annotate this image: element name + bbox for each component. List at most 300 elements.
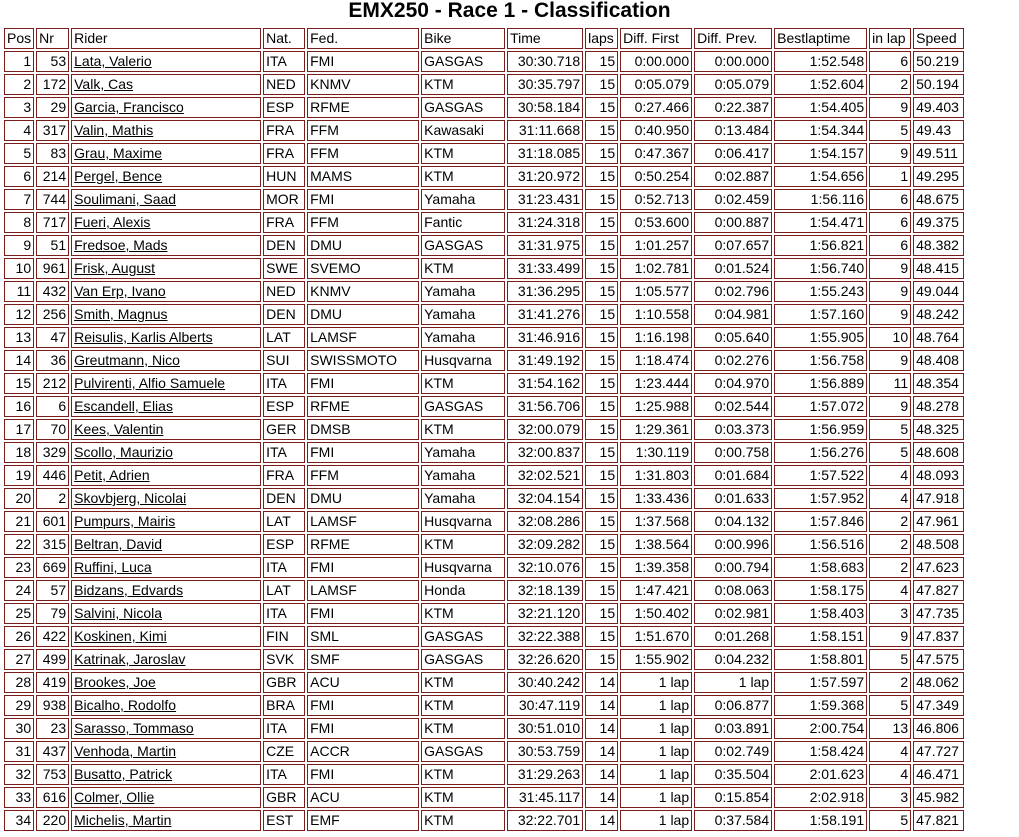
cell-diff-prev: 0:01.684 (694, 465, 772, 486)
cell-nat: ITA (263, 764, 305, 785)
cell-fed: KNMV (307, 281, 419, 302)
rider-link[interactable]: Scollo, Maurizio (74, 444, 173, 460)
cell-bike: KTM (421, 603, 505, 624)
cell-nr: 57 (36, 580, 69, 601)
cell-fed: FMI (307, 718, 419, 739)
rider-link[interactable]: Pumpurs, Mairis (74, 513, 176, 529)
cell-nr: 214 (36, 166, 69, 187)
cell-fed: RFME (307, 534, 419, 555)
cell-fed: EMF (307, 810, 419, 831)
cell-nr: 29 (36, 97, 69, 118)
cell-bike: KTM (421, 74, 505, 95)
cell-time: 31:24.318 (507, 212, 583, 233)
cell-bike: Yamaha (421, 281, 505, 302)
cell-fed: ACU (307, 787, 419, 808)
cell-speed: 48.408 (913, 350, 964, 371)
cell-bestlaptime: 1:54.405 (774, 97, 867, 118)
rider-link[interactable]: Garcia, Francisco (74, 99, 184, 115)
cell-nr: 51 (36, 235, 69, 256)
cell-diff-first: 0:05.079 (620, 74, 692, 95)
cell-pos: 23 (4, 557, 34, 578)
cell-fed: MAMS (307, 166, 419, 187)
cell-in-lap: 6 (869, 51, 911, 72)
cell-nat: GBR (263, 672, 305, 693)
cell-time: 31:20.972 (507, 166, 583, 187)
column-header-nr: Nr (36, 28, 69, 49)
cell-bestlaptime: 1:56.116 (774, 189, 867, 210)
cell-in-lap: 4 (869, 488, 911, 509)
cell-diff-first: 1:05.577 (620, 281, 692, 302)
cell-diff-first: 1:01.257 (620, 235, 692, 256)
cell-rider (71, 741, 261, 762)
cell-bike: Husqvarna (421, 350, 505, 371)
cell-diff-first: 1:39.358 (620, 557, 692, 578)
cell-bestlaptime: 1:59.368 (774, 695, 867, 716)
cell-rider (71, 51, 261, 72)
cell-laps: 15 (585, 143, 618, 164)
table-row (4, 281, 964, 302)
table-row (4, 51, 964, 72)
cell-pos: 12 (4, 304, 34, 325)
cell-laps: 15 (585, 281, 618, 302)
cell-laps: 15 (585, 373, 618, 394)
cell-laps: 15 (585, 580, 618, 601)
cell-laps: 14 (585, 718, 618, 739)
cell-in-lap: 2 (869, 557, 911, 578)
cell-diff-prev: 0:03.373 (694, 419, 772, 440)
table-row (4, 603, 964, 624)
table-row (4, 442, 964, 463)
cell-speed: 49.295 (913, 166, 964, 187)
cell-diff-prev: 0:15.854 (694, 787, 772, 808)
cell-bestlaptime: 1:58.151 (774, 626, 867, 647)
cell-diff-prev: 0:05.079 (694, 74, 772, 95)
cell-pos: 9 (4, 235, 34, 256)
cell-diff-prev: 0:00.996 (694, 534, 772, 555)
rider-link[interactable]: Pergel, Bence (74, 168, 163, 184)
cell-nat: LAT (263, 327, 305, 348)
cell-nat: DEN (263, 488, 305, 509)
table-row (4, 350, 964, 371)
cell-bike: Yamaha (421, 189, 505, 210)
table-body (4, 51, 964, 831)
cell-rider (71, 235, 261, 256)
cell-diff-first: 1 lap (620, 810, 692, 831)
rider-link[interactable]: Fueri, Alexis (74, 214, 151, 230)
cell-fed: FMI (307, 557, 419, 578)
cell-speed: 45.982 (913, 787, 964, 808)
cell-nr: 329 (36, 442, 69, 463)
column-header-laps: laps (585, 28, 618, 49)
cell-in-lap: 5 (869, 120, 911, 141)
cell-pos: 24 (4, 580, 34, 601)
cell-time: 31:36.295 (507, 281, 583, 302)
cell-rider (71, 97, 261, 118)
table-row (4, 626, 964, 647)
cell-diff-first: 1:02.781 (620, 258, 692, 279)
cell-laps: 15 (585, 304, 618, 325)
cell-bike: Yamaha (421, 304, 505, 325)
cell-bike: KTM (421, 695, 505, 716)
rider-link[interactable]: Lata, Valerio (74, 53, 152, 69)
cell-speed: 49.044 (913, 281, 964, 302)
cell-bike: KTM (421, 672, 505, 693)
cell-nr: 669 (36, 557, 69, 578)
cell-fed: FMI (307, 603, 419, 624)
cell-pos: 21 (4, 511, 34, 532)
column-header-in-lap: in lap (869, 28, 911, 49)
cell-fed: RFME (307, 97, 419, 118)
cell-nr: 47 (36, 327, 69, 348)
cell-diff-prev: 0:04.232 (694, 649, 772, 670)
cell-pos: 14 (4, 350, 34, 371)
rider-link[interactable]: Skovbjerg, Nicolai (74, 490, 187, 506)
cell-nat: SUI (263, 350, 305, 371)
cell-rider (71, 695, 261, 716)
rider-link[interactable]: Koskinen, Kimi (74, 628, 167, 644)
cell-laps: 15 (585, 626, 618, 647)
cell-fed: SWISSMOTO (307, 350, 419, 371)
cell-nr: 70 (36, 419, 69, 440)
cell-bestlaptime: 1:57.160 (774, 304, 867, 325)
cell-in-lap: 4 (869, 580, 911, 601)
cell-laps: 15 (585, 488, 618, 509)
cell-nat: SVK (263, 649, 305, 670)
cell-bestlaptime: 1:58.175 (774, 580, 867, 601)
cell-pos: 5 (4, 143, 34, 164)
cell-in-lap: 9 (869, 304, 911, 325)
cell-diff-first: 0:52.713 (620, 189, 692, 210)
cell-time: 31:33.499 (507, 258, 583, 279)
cell-pos: 30 (4, 718, 34, 739)
cell-rider (71, 764, 261, 785)
rider-link[interactable]: Soulimani, Saad (74, 191, 177, 207)
cell-speed: 50.219 (913, 51, 964, 72)
cell-nr: 212 (36, 373, 69, 394)
cell-bestlaptime: 1:56.959 (774, 419, 867, 440)
table-row (4, 258, 964, 279)
cell-in-lap: 11 (869, 373, 911, 394)
cell-pos: 33 (4, 787, 34, 808)
cell-fed: DMU (307, 235, 419, 256)
cell-diff-first: 0:27.466 (620, 97, 692, 118)
cell-time: 32:22.701 (507, 810, 583, 831)
cell-rider (71, 626, 261, 647)
rider-link[interactable]: Bicalho, Rodolfo (74, 697, 177, 713)
cell-pos: 2 (4, 74, 34, 95)
cell-in-lap: 5 (869, 419, 911, 440)
cell-fed: KNMV (307, 74, 419, 95)
cell-in-lap: 5 (869, 810, 911, 831)
cell-bike: Husqvarna (421, 557, 505, 578)
rider-link[interactable]: Valk, Cas (74, 76, 133, 92)
column-header-bike: Bike (421, 28, 505, 49)
cell-time: 30:35.797 (507, 74, 583, 95)
cell-laps: 15 (585, 189, 618, 210)
cell-bestlaptime: 1:54.157 (774, 143, 867, 164)
cell-nr: 419 (36, 672, 69, 693)
cell-fed: FMI (307, 695, 419, 716)
cell-rider (71, 396, 261, 417)
cell-diff-prev: 0:05.640 (694, 327, 772, 348)
cell-speed: 48.508 (913, 534, 964, 555)
cell-bestlaptime: 1:55.905 (774, 327, 867, 348)
cell-diff-first: 1:50.402 (620, 603, 692, 624)
cell-diff-prev: 0:04.970 (694, 373, 772, 394)
cell-in-lap: 1 (869, 166, 911, 187)
cell-speed: 49.403 (913, 97, 964, 118)
cell-diff-prev: 0:02.796 (694, 281, 772, 302)
cell-fed: FFM (307, 465, 419, 486)
cell-rider (71, 465, 261, 486)
cell-in-lap: 9 (869, 97, 911, 118)
cell-laps: 14 (585, 741, 618, 762)
cell-diff-first: 1:33.436 (620, 488, 692, 509)
cell-nr: 172 (36, 74, 69, 95)
cell-time: 32:04.154 (507, 488, 583, 509)
cell-diff-prev: 0:00.887 (694, 212, 772, 233)
cell-rider (71, 511, 261, 532)
rider-link[interactable]: Katrinak, Jaroslav (74, 651, 186, 667)
cell-nat: NED (263, 281, 305, 302)
cell-nat: DEN (263, 235, 305, 256)
cell-nat: EST (263, 810, 305, 831)
cell-bestlaptime: 1:58.683 (774, 557, 867, 578)
cell-time: 30:30.718 (507, 51, 583, 72)
cell-diff-prev: 0:35.504 (694, 764, 772, 785)
cell-laps: 14 (585, 787, 618, 808)
rider-link[interactable]: Busatto, Patrick (74, 766, 173, 782)
rider-link[interactable]: Reisulis, Karlis Alberts (74, 329, 213, 345)
table-row (4, 166, 964, 187)
rider-link[interactable]: Smith, Magnus (74, 306, 168, 322)
cell-speed: 47.575 (913, 649, 964, 670)
cell-fed: FMI (307, 764, 419, 785)
cell-rider (71, 166, 261, 187)
cell-nat: ITA (263, 718, 305, 739)
cell-nat: ESP (263, 534, 305, 555)
cell-rider (71, 143, 261, 164)
cell-diff-first: 1 lap (620, 695, 692, 716)
cell-laps: 15 (585, 442, 618, 463)
cell-speed: 47.961 (913, 511, 964, 532)
cell-time: 31:46.916 (507, 327, 583, 348)
cell-pos: 15 (4, 373, 34, 394)
cell-in-lap: 2 (869, 672, 911, 693)
cell-diff-first: 1:23.444 (620, 373, 692, 394)
cell-bike: Fantic (421, 212, 505, 233)
cell-nr: 53 (36, 51, 69, 72)
rider-link[interactable]: Ruffini, Luca (74, 559, 152, 575)
cell-bestlaptime: 1:57.846 (774, 511, 867, 532)
cell-pos: 13 (4, 327, 34, 348)
cell-time: 31:31.975 (507, 235, 583, 256)
cell-in-lap: 4 (869, 741, 911, 762)
rider-link[interactable]: Sarasso, Tommaso (74, 720, 194, 736)
cell-nr: 422 (36, 626, 69, 647)
cell-fed: LAMSF (307, 511, 419, 532)
cell-diff-first: 1 lap (620, 741, 692, 762)
cell-diff-first: 0:50.254 (620, 166, 692, 187)
cell-rider (71, 810, 261, 831)
cell-speed: 48.062 (913, 672, 964, 693)
cell-in-lap: 3 (869, 603, 911, 624)
cell-pos: 19 (4, 465, 34, 486)
cell-bestlaptime: 2:00.754 (774, 718, 867, 739)
rider-link[interactable]: Michelis, Martin (74, 812, 172, 828)
cell-nr: 315 (36, 534, 69, 555)
cell-nat: GER (263, 419, 305, 440)
cell-bike: KTM (421, 258, 505, 279)
cell-nat: ITA (263, 442, 305, 463)
rider-link[interactable]: Venhoda, Martin (74, 743, 177, 759)
table-row (4, 74, 964, 95)
cell-laps: 15 (585, 350, 618, 371)
cell-bestlaptime: 2:01.623 (774, 764, 867, 785)
rider-link[interactable]: Kees, Valentin (74, 421, 164, 437)
table-row (4, 212, 964, 233)
cell-bestlaptime: 1:54.656 (774, 166, 867, 187)
rider-link[interactable]: Escandell, Elias (74, 398, 173, 414)
column-header-rider: Rider (71, 28, 261, 49)
table-row (4, 557, 964, 578)
cell-time: 32:08.286 (507, 511, 583, 532)
cell-pos: 3 (4, 97, 34, 118)
cell-nr: 753 (36, 764, 69, 785)
cell-diff-prev: 0:02.981 (694, 603, 772, 624)
cell-speed: 48.382 (913, 235, 964, 256)
rider-link[interactable]: Beltran, David (74, 536, 163, 552)
cell-pos: 18 (4, 442, 34, 463)
cell-speed: 48.675 (913, 189, 964, 210)
cell-nat: DEN (263, 304, 305, 325)
cell-rider (71, 649, 261, 670)
cell-rider (71, 350, 261, 371)
cell-nat: GBR (263, 787, 305, 808)
cell-diff-prev: 0:06.417 (694, 143, 772, 164)
cell-speed: 48.354 (913, 373, 964, 394)
cell-speed: 49.511 (913, 143, 964, 164)
cell-rider (71, 718, 261, 739)
cell-rider (71, 120, 261, 141)
rider-link[interactable]: Salvini, Nicola (74, 605, 163, 621)
cell-rider (71, 74, 261, 95)
table-row (4, 672, 964, 693)
cell-nat: SWE (263, 258, 305, 279)
cell-bestlaptime: 2:02.918 (774, 787, 867, 808)
cell-time: 32:00.837 (507, 442, 583, 463)
cell-speed: 48.242 (913, 304, 964, 325)
cell-in-lap: 2 (869, 534, 911, 555)
table-header-row (4, 28, 964, 49)
cell-time: 32:22.388 (507, 626, 583, 647)
cell-diff-prev: 0:02.887 (694, 166, 772, 187)
rider-link[interactable]: Colmer, Ollie (74, 789, 155, 805)
cell-rider (71, 488, 261, 509)
cell-diff-first: 0:40.950 (620, 120, 692, 141)
cell-in-lap: 10 (869, 327, 911, 348)
cell-fed: FMI (307, 189, 419, 210)
cell-pos: 26 (4, 626, 34, 647)
cell-pos: 4 (4, 120, 34, 141)
table-row (4, 143, 964, 164)
rider-link[interactable]: Fredsoe, Mads (74, 237, 168, 253)
cell-bestlaptime: 1:56.889 (774, 373, 867, 394)
table-row (4, 304, 964, 325)
cell-nr: 36 (36, 350, 69, 371)
cell-in-lap: 9 (869, 258, 911, 279)
cell-bestlaptime: 1:56.276 (774, 442, 867, 463)
cell-bike: KTM (421, 534, 505, 555)
cell-bike: GASGAS (421, 626, 505, 647)
cell-laps: 14 (585, 695, 618, 716)
cell-nr: 432 (36, 281, 69, 302)
cell-pos: 16 (4, 396, 34, 417)
cell-nat: FIN (263, 626, 305, 647)
cell-rider (71, 189, 261, 210)
table-row (4, 396, 964, 417)
cell-bike: Yamaha (421, 327, 505, 348)
cell-nat: BRA (263, 695, 305, 716)
rider-link[interactable]: Van Erp, Ivano (74, 283, 166, 299)
cell-pos: 22 (4, 534, 34, 555)
cell-laps: 14 (585, 672, 618, 693)
cell-bestlaptime: 1:57.597 (774, 672, 867, 693)
cell-diff-first: 1:55.902 (620, 649, 692, 670)
cell-pos: 25 (4, 603, 34, 624)
table-row (4, 764, 964, 785)
cell-bike: KTM (421, 419, 505, 440)
cell-diff-prev: 0:13.484 (694, 120, 772, 141)
cell-diff-prev: 0:03.891 (694, 718, 772, 739)
cell-diff-first: 0:53.600 (620, 212, 692, 233)
cell-bestlaptime: 1:58.403 (774, 603, 867, 624)
cell-in-lap: 6 (869, 189, 911, 210)
cell-fed: SML (307, 626, 419, 647)
rider-link[interactable]: Greutmann, Nico (74, 352, 180, 368)
rider-link[interactable]: Pulvirenti, Alfio Samuele (74, 375, 226, 391)
cell-fed: FMI (307, 373, 419, 394)
cell-diff-prev: 0:08.063 (694, 580, 772, 601)
cell-bike: Yamaha (421, 465, 505, 486)
rider-link[interactable]: Brookes, Joe (74, 674, 156, 690)
rider-link[interactable]: Petit, Adrien (74, 467, 150, 483)
cell-nat: ESP (263, 97, 305, 118)
cell-speed: 46.471 (913, 764, 964, 785)
rider-link[interactable]: Grau, Maxime (74, 145, 163, 161)
rider-link[interactable]: Bidzans, Edvards (74, 582, 184, 598)
rider-link[interactable]: Valin, Mathis (74, 122, 154, 138)
cell-fed: ACU (307, 672, 419, 693)
cell-bike: Husqvarna (421, 511, 505, 532)
column-header-time: Time (507, 28, 583, 49)
table-row (4, 327, 964, 348)
cell-diff-prev: 0:02.544 (694, 396, 772, 417)
cell-laps: 15 (585, 465, 618, 486)
column-header-diff-first: Diff. First (620, 28, 692, 49)
cell-nat: ESP (263, 396, 305, 417)
cell-bestlaptime: 1:57.522 (774, 465, 867, 486)
table-row (4, 787, 964, 808)
cell-pos: 28 (4, 672, 34, 693)
cell-rider (71, 534, 261, 555)
rider-link[interactable]: Frisk, August (74, 260, 156, 276)
cell-bike: KTM (421, 810, 505, 831)
cell-rider (71, 557, 261, 578)
cell-bestlaptime: 1:56.821 (774, 235, 867, 256)
cell-bike: GASGAS (421, 51, 505, 72)
cell-rider (71, 281, 261, 302)
